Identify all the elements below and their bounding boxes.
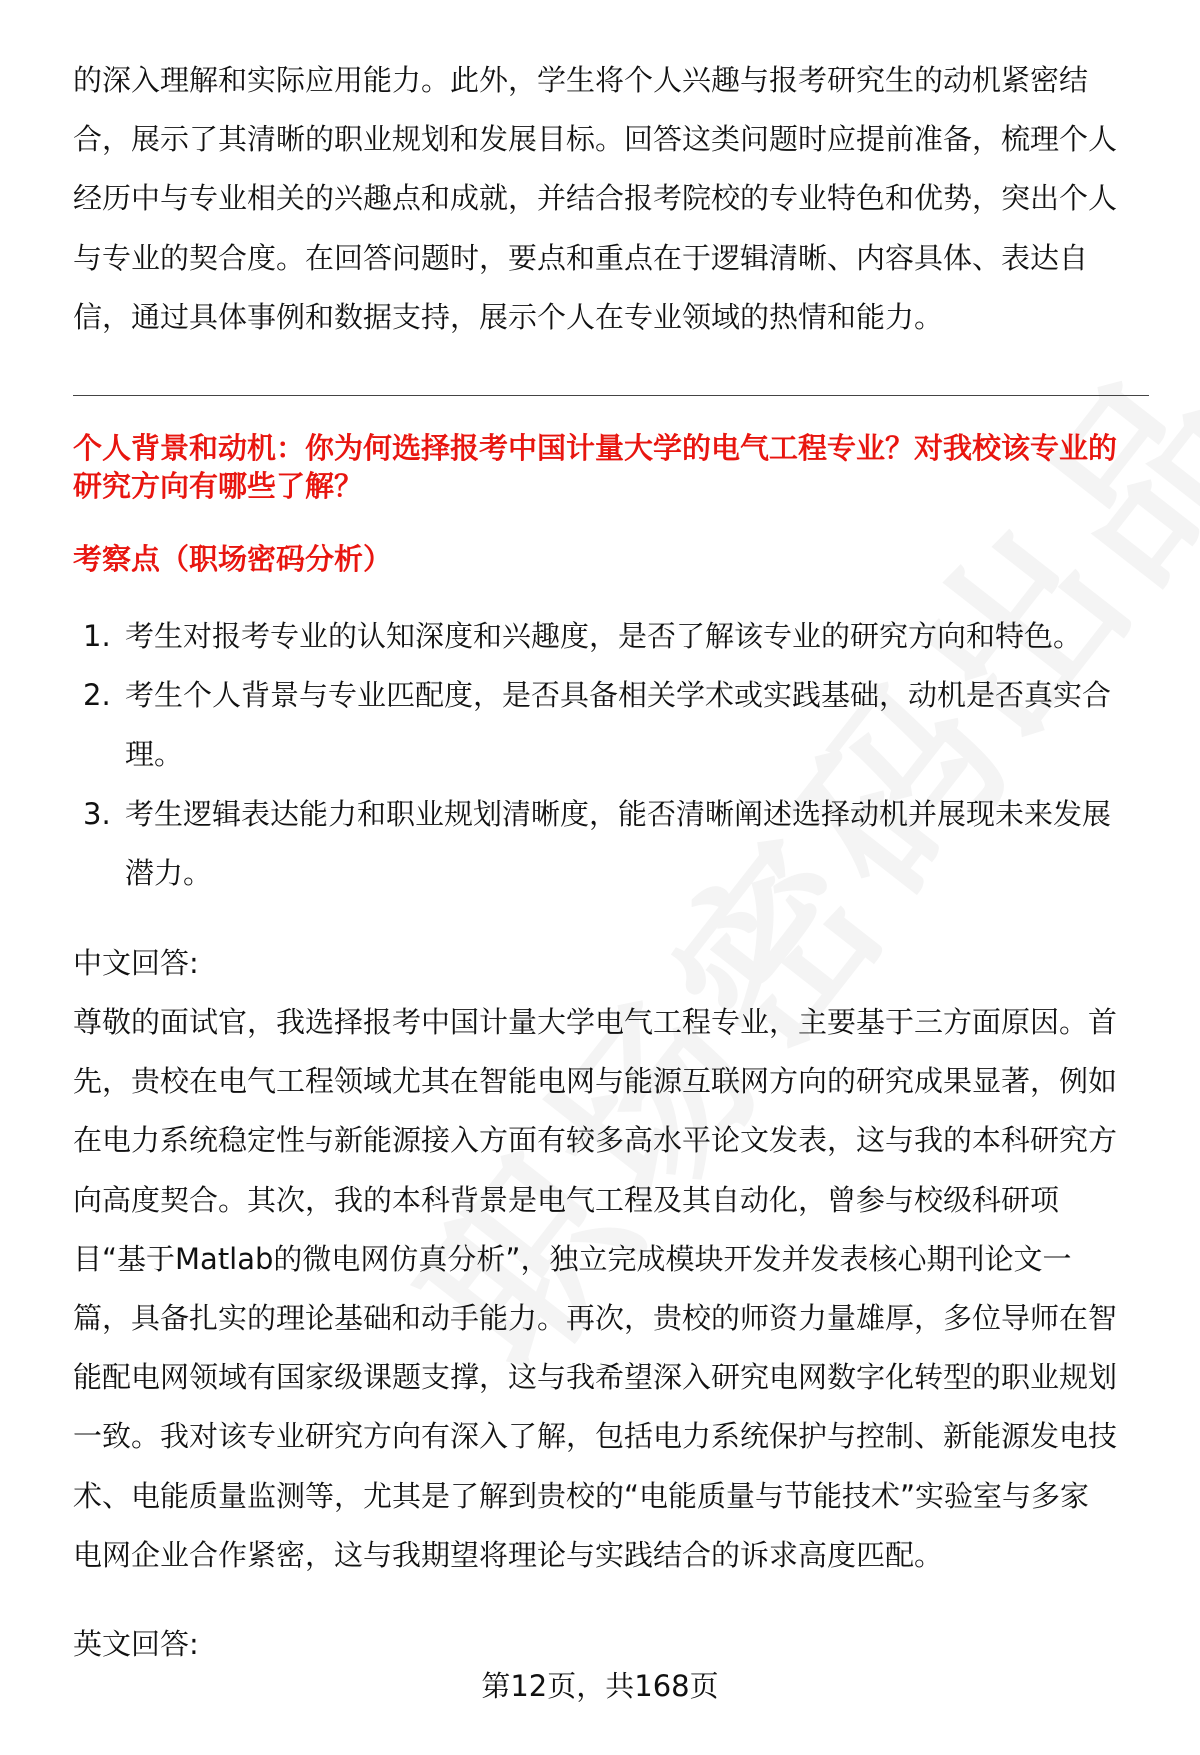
text-line: 理。 bbox=[125, 737, 184, 772]
text-line: 的深入理解和实际应用能力。此外，学生将个人兴趣与报考研究生的动机紧密结 bbox=[73, 63, 1089, 97]
list-item bbox=[73, 785, 1153, 903]
text-line: 考生个人背景与专业匹配度，是否具备相关学术或实践基础，动机是否真实合 bbox=[125, 678, 1112, 713]
text-line: 合，展示了其清晰的职业规划和发展目标。回答这类问题时应提前准备，梳理个人 bbox=[73, 122, 1118, 157]
text-line: 与专业的契合度。在回答问题时，要点和重点在于逻辑清晰、内容具体、表达自 bbox=[73, 240, 1089, 275]
label-text: 中文回答: bbox=[73, 946, 199, 980]
text-line: 电网企业合作紧密，这与我期望将理论与实践结合的诉求高度匹配。 bbox=[73, 1537, 944, 1572]
list-number: 1. bbox=[83, 619, 111, 653]
chinese-answer-label bbox=[73, 934, 1153, 993]
focus-title bbox=[73, 530, 1153, 589]
divider bbox=[73, 395, 1149, 396]
text-line: 术、电能质量监测等，尤其是了解到贵校的“电能质量与节能技术”实验室与多家 bbox=[73, 1478, 1090, 1513]
label-text: 英文回答: bbox=[73, 1627, 199, 1661]
text-line: 在电力系统稳定性与新能源接入方面有较多高水平论文发表，这与我的本科研究方 bbox=[73, 1123, 1118, 1158]
list-item bbox=[73, 607, 1153, 666]
focus-title-text: 考察点（职场密码分析） bbox=[73, 542, 393, 576]
text-line: 信，通过具体事例和数据支持，展示个人在专业领域的热情和能力。 bbox=[73, 299, 944, 334]
list-number: 2. bbox=[83, 678, 111, 713]
text-line: 先，贵校在电气工程领域尤其在智能电网与能源互联网方向的研究成果显著，例如 bbox=[73, 1064, 1118, 1099]
text-line: 能配电网领域有国家级课题支撑，这与我希望深入研究电网数字化转型的职业规划 bbox=[73, 1360, 1118, 1395]
text-line: 一致。我对该专业研究方向有深入了解，包括电力系统保护与控制、新能源发电技 bbox=[73, 1419, 1118, 1454]
chinese-answer bbox=[73, 993, 1153, 1585]
text-line: 个人背景和动机：你为何选择报考中国计量大学的电气工程专业？对我校该专业的 bbox=[73, 431, 1118, 465]
text-line: 尊敬的面试官，我选择报考中国计量大学电气工程专业，主要基于三方面原因。首 bbox=[73, 1005, 1118, 1039]
intro-paragraph bbox=[73, 51, 1153, 347]
focus-list bbox=[73, 607, 1153, 903]
text-line: 考生对报考专业的认知深度和兴趣度，是否了解该专业的研究方向和特色。 bbox=[125, 619, 1083, 653]
text-line: 研究方向有哪些了解？ bbox=[73, 469, 364, 503]
question-heading bbox=[73, 429, 1153, 505]
text-line: 经历中与专业相关的兴趣点和成就，并结合报考院校的专业特色和优势，突出个人 bbox=[73, 181, 1118, 216]
text-line: 潜力。 bbox=[125, 855, 213, 890]
text-line: 目“基于Matlab的微电网仿真分析”，独立完成模块开发并发表核心期刊论文一 bbox=[73, 1241, 1072, 1276]
text-line: 向高度契合。其次，我的本科背景是电气工程及其自动化，曾参与校级科研项 bbox=[73, 1182, 1060, 1217]
text-line: 考生逻辑表达能力和职业规划清晰度，能否清晰阐述选择动机并展现未来发展 bbox=[125, 796, 1112, 831]
text-line: 篇，具备扎实的理论基础和动手能力。再次，贵校的师资力量雄厚，多位导师在智 bbox=[73, 1300, 1118, 1335]
list-item bbox=[73, 666, 1153, 784]
page-number: 第12页，共168页 bbox=[481, 1669, 719, 1703]
list-number: 3. bbox=[83, 796, 111, 831]
